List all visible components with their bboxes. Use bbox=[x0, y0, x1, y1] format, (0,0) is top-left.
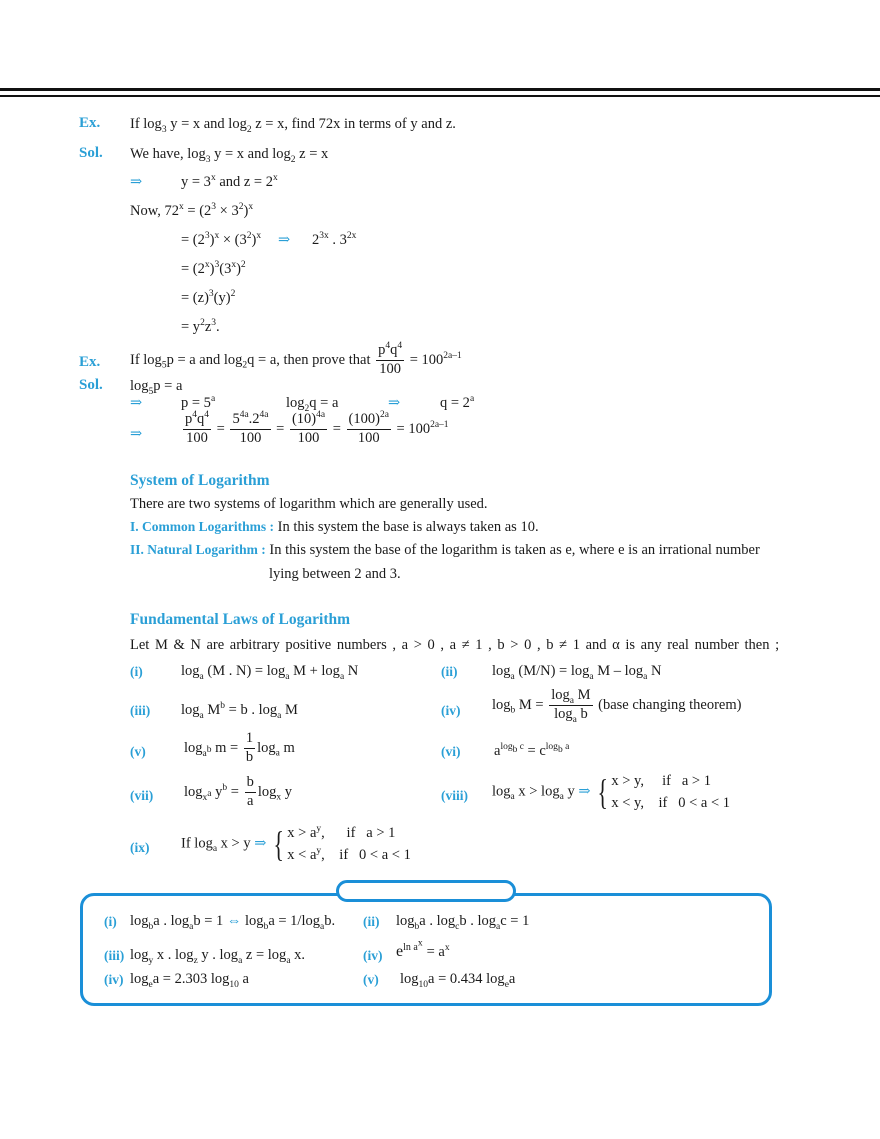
natural-log-text-continued: lying between 2 and 3. bbox=[269, 566, 401, 582]
implies-arrow-icon: ⇒ bbox=[130, 426, 143, 442]
box-item-number: (v) bbox=[363, 972, 379, 987]
law-both-power: $\log_{x^a} y^b$ = $\frac{b}{a}$ $\log_x y$ bbox=[184, 774, 292, 809]
summary-box-tab bbox=[336, 880, 516, 902]
systems-heading: System of Logarithm bbox=[130, 472, 270, 489]
law-number: (ix) bbox=[130, 840, 150, 855]
box-item-number: (iii) bbox=[104, 948, 125, 963]
box-item-chain: $\log_ba$ . $\log_cb$ . $\log_ac = 1$ bbox=[396, 913, 530, 932]
law-number: (vi) bbox=[441, 744, 461, 759]
law-number: (i) bbox=[130, 664, 143, 679]
law-number: (ii) bbox=[441, 664, 458, 679]
law-root-base: $\log_{a^b} m$ = $\frac{1}{b}$ $\log_a m$ bbox=[184, 730, 295, 765]
ex1-now-line: Now, $72^x = (2^3 \times 3^2)^x$ bbox=[130, 202, 254, 219]
ex2-sol-line: $\log_5p = a$ bbox=[130, 378, 183, 397]
common-log-text: In this system the base is always taken as 10. bbox=[277, 519, 539, 535]
law-exchange: $a^{log_b c} = c^{log_b a}$ bbox=[494, 742, 570, 759]
box-item-number: (iv) bbox=[363, 948, 383, 963]
law-number: (iii) bbox=[130, 703, 151, 718]
common-log-label: I. Common Logarithms : bbox=[130, 519, 274, 534]
law-power: $\log_a M^b = b$ . $\log_a M$ bbox=[181, 701, 298, 721]
header-rule-thin bbox=[0, 95, 880, 97]
law-number: (v) bbox=[130, 744, 146, 759]
box-item-number: (i) bbox=[104, 914, 117, 929]
systems-intro: There are two systems of logarithm which are generally used. bbox=[130, 496, 488, 512]
implies-arrow-icon: ⇒ bbox=[130, 395, 143, 411]
law-inequality: $\log_a x > \log_a y$ ⇒ { x > y, if a > 1 x < y, if 0 < a < 1 bbox=[492, 772, 731, 812]
law-quotient: $\log_a (M/N) = \log_a M - \log_a N$ bbox=[492, 663, 662, 682]
ex1-step3: = $(z)^3(y)^2$ bbox=[181, 289, 236, 306]
implies-arrow-icon: ⇒ bbox=[278, 232, 291, 248]
law-inequality-exp: If $\log_a x > y$ ⇒ { $x > a^y$, if a > 1 $x < a^y$, if 0 < a < 1 bbox=[181, 824, 411, 864]
ex1-step1: = $(2^3)^x \times (3^2)^x$ bbox=[181, 231, 262, 248]
ex1-step1-result: $2^{3x}$ . $3^{2x}$ bbox=[312, 231, 357, 248]
ex-label: Ex. bbox=[79, 354, 101, 370]
ex1-step2: = $(2^x)^3(3^x)^2$ bbox=[181, 260, 246, 277]
ex2-logq: $\log_2q = a$ bbox=[286, 395, 339, 414]
base-changing-note: (base changing theorem) bbox=[598, 696, 742, 713]
ex2-proof-chain: $\frac{p^4q^4}{100}$ = $\frac{5^{4a}.2^{4a}}{100}$ = $\frac{(10)^{4a}}{100}$ = $\frac{(100)^{2a}}{100}$ = $100^{2a-1}$ bbox=[185, 410, 449, 446]
law-product: $\log_a (M$ . $N) = \log_a M + \log_a N$ bbox=[181, 663, 359, 682]
ex1-implies-line: $y = 3^x$ and $z = 2^x$ bbox=[181, 173, 278, 190]
laws-heading: Fundamental Laws of Logarithm bbox=[130, 611, 351, 628]
box-item-reciprocal: $\log_ba$ . $\log_ab = 1$ ⇔ $\log_ba = 1/\log_ab$. bbox=[130, 913, 336, 932]
ex2-q-value: $q = 2^a$ bbox=[440, 394, 475, 411]
ex1-sol-line: We have, $\log_3 y = x$ and $\log_2 z = x$ bbox=[130, 146, 329, 165]
implies-arrow-icon: ⇒ bbox=[130, 174, 143, 190]
ex2-question: If $\log_5p = a$ and $\log_2q = a$, then prove that $\frac{p^4q^4}{100}$ = $100^{2a-1}$ bbox=[130, 341, 462, 377]
ex-label: Ex. bbox=[79, 115, 101, 131]
box-item-ln-conversion: $\log_ea = 2.303$ $\log_{10} a$ bbox=[130, 971, 249, 990]
law-base-change: $\log_b M$ = $\frac{\log_a M}{\log_a b}$ (base changing theorem) bbox=[492, 687, 742, 725]
sol-label: Sol. bbox=[79, 145, 103, 161]
box-item-number: (ii) bbox=[363, 914, 380, 929]
natural-log-text: In this system the base of the logarithm is taken as e, where e is an irrational number bbox=[269, 542, 760, 558]
law-number: (vii) bbox=[130, 788, 154, 803]
natural-log-label: II. Natural Logarithm : bbox=[130, 542, 266, 557]
law-number: (iv) bbox=[441, 703, 461, 718]
ex1-question: If $\log_3 y = x$ and $\log_2 z = x$, find 72x in terms of y and z. bbox=[130, 116, 456, 135]
common-log-line bbox=[130, 519, 539, 536]
laws-intro: Let M & N are arbitrary positive numbers , a > 0 , a ≠ 1 , b > 0 , b ≠ 1 and α is any real number then ; bbox=[130, 637, 780, 653]
implies-arrow-icon: ⇒ bbox=[388, 395, 401, 411]
header-rule-thick bbox=[0, 88, 880, 91]
sol-label: Sol. bbox=[79, 377, 103, 393]
box-item-exp-ln: $e^{ln a^x} = a^x$ bbox=[396, 938, 450, 960]
ex2-p-value: $p = 5^a$ bbox=[181, 394, 216, 411]
law-number: (viii) bbox=[441, 788, 468, 803]
natural-log-line bbox=[130, 542, 760, 559]
box-item-number: (iv) bbox=[104, 972, 124, 987]
box-item-log10-conversion: $\log_{10}a = 0.434$ $\log_ea$ bbox=[400, 971, 516, 990]
box-item-chain-three: $\log_y x$ . $\log_z y$ . $\log_a z = \log_a x$. bbox=[130, 947, 306, 966]
ex1-step4: = $y^2z^3$. bbox=[181, 318, 220, 335]
